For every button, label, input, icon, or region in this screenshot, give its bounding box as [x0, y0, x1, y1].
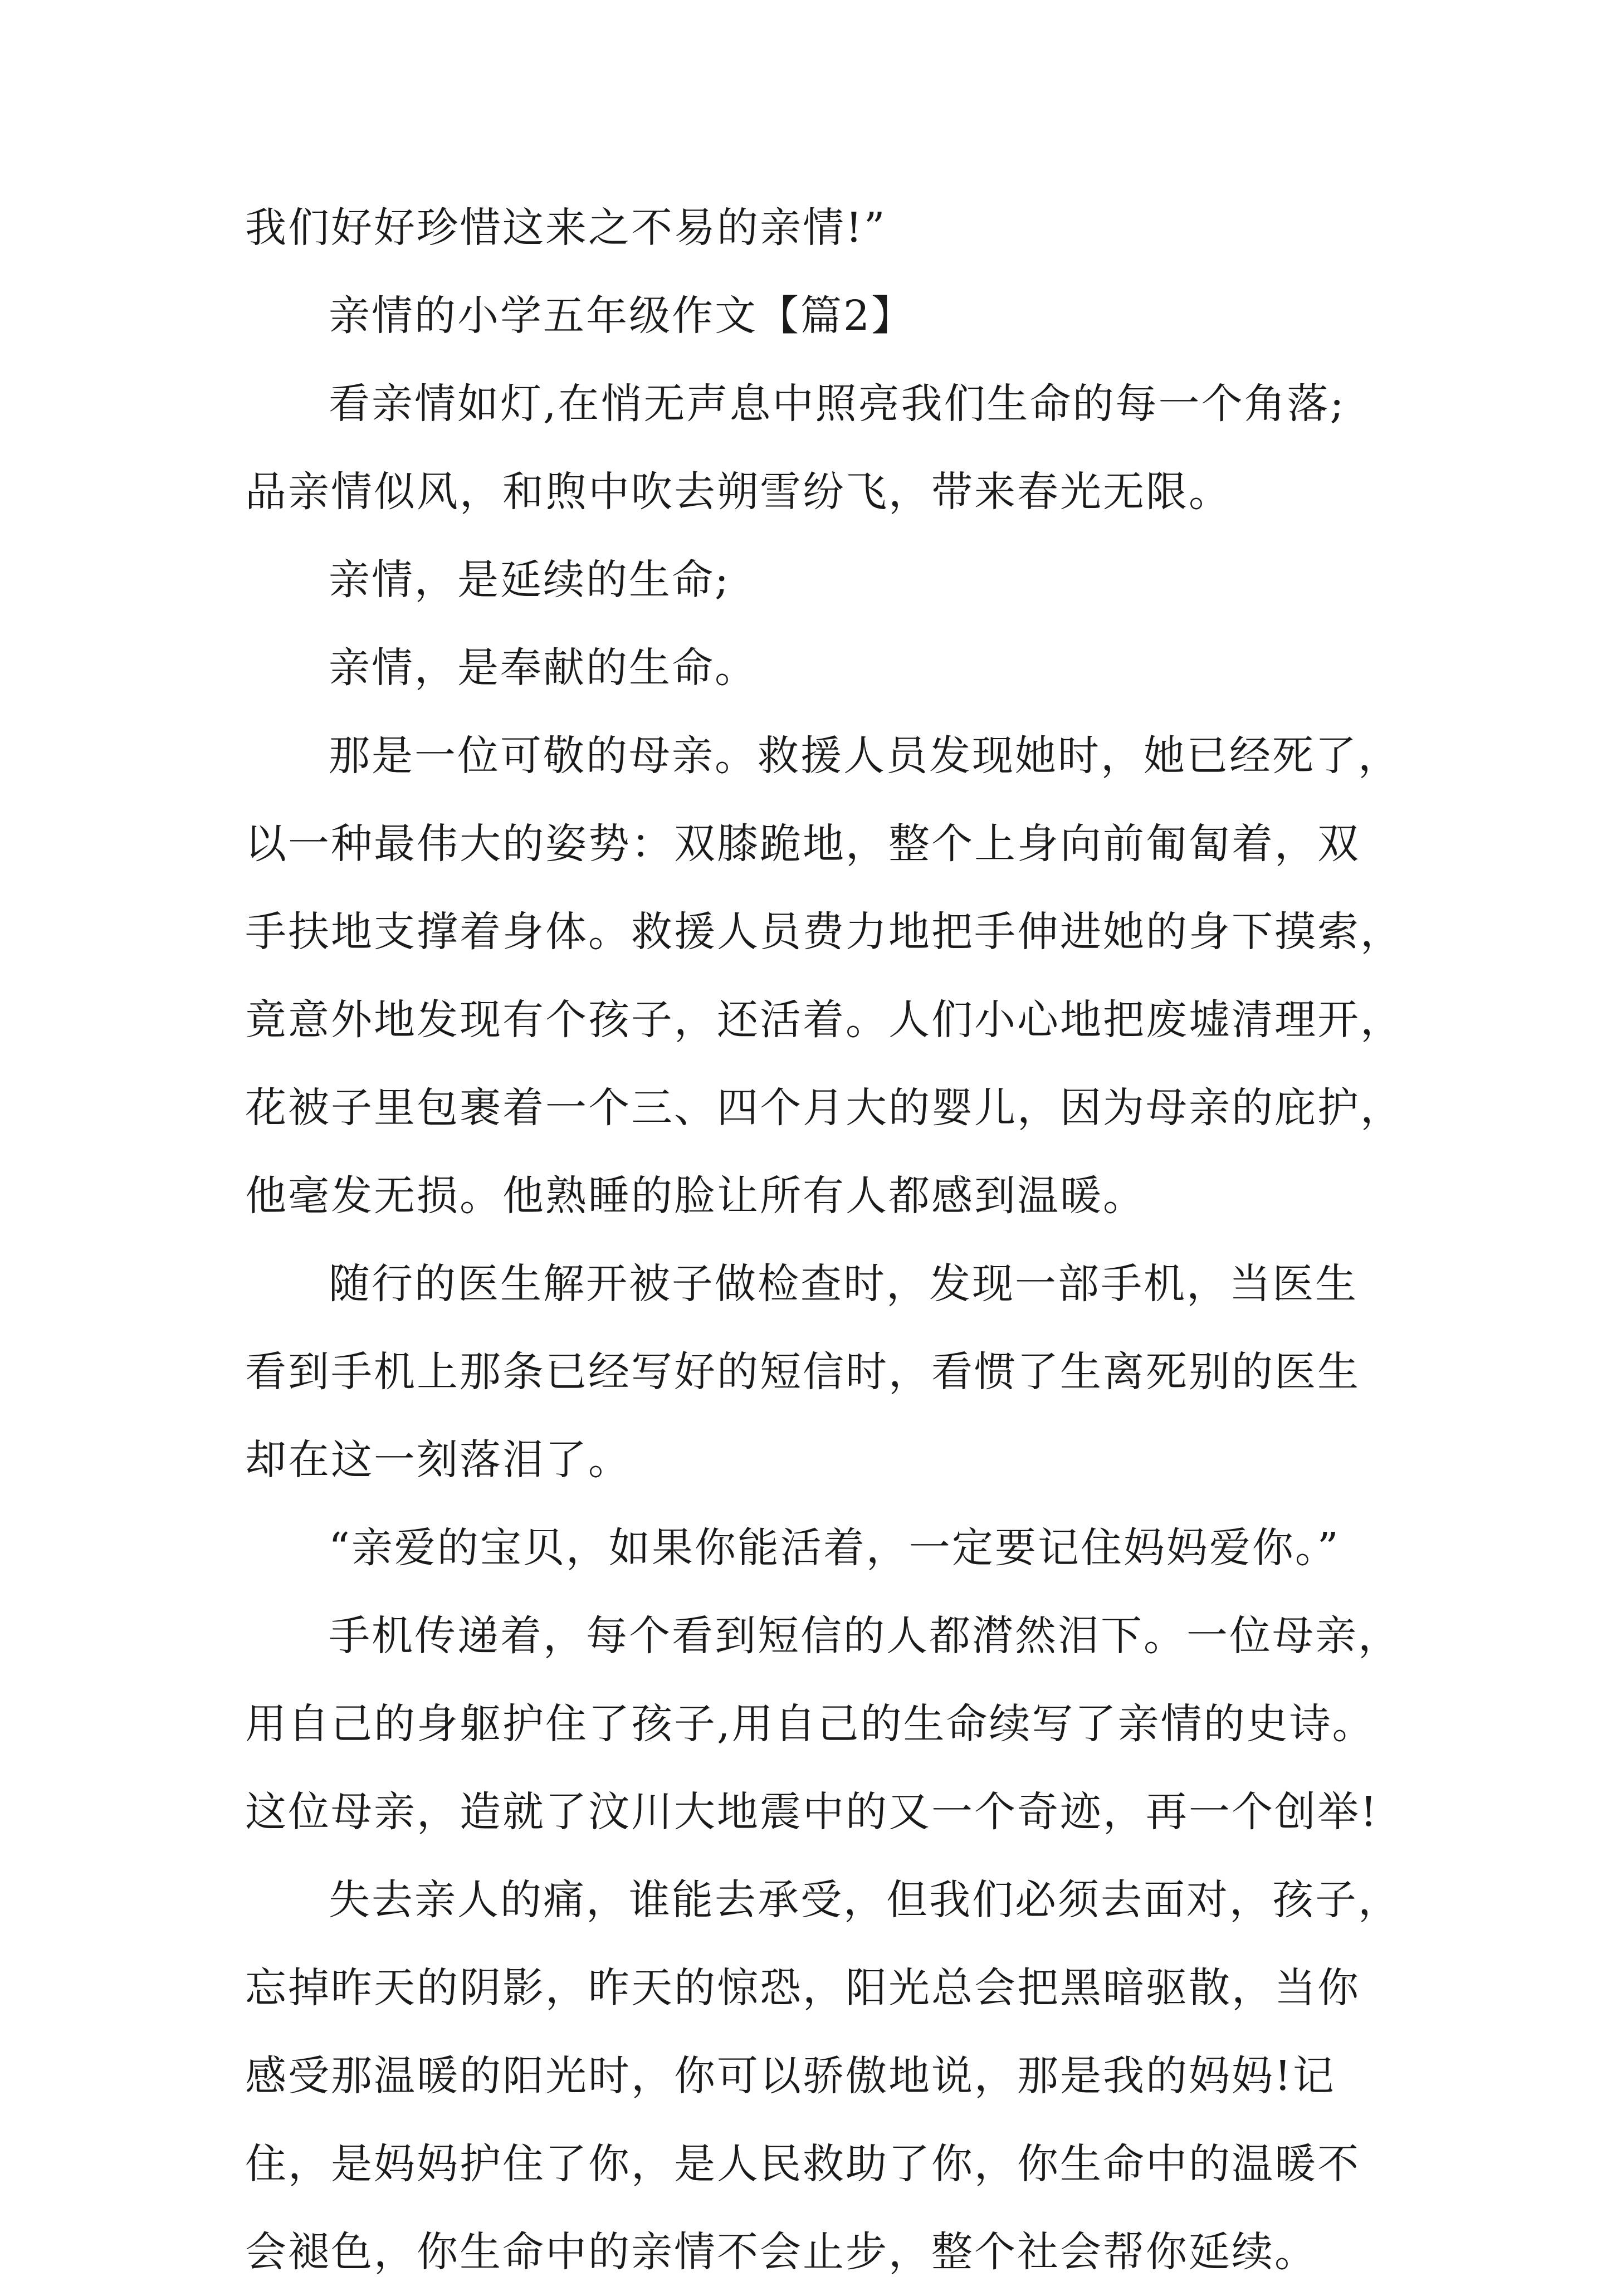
quote-line: “亲爱的宝贝，如果你能活着，一定要记住妈妈爱你。”	[329, 1524, 1340, 1572]
text-line: 感受那温暖的阳光时，你可以骄傲地说，那是我的妈妈!记	[245, 2052, 1336, 2100]
text-line: 失去亲人的痛，谁能去承受，但我们必须去面对，孩子，	[329, 1876, 1401, 1924]
text-line: 以一种最伟大的姿势：双膝跪地，整个上身向前匍匐着，双	[245, 820, 1360, 868]
text-line: 亲情，是延续的生命;	[329, 556, 730, 604]
text-line: 我们好好珍惜这来之不易的亲情!”	[245, 204, 887, 252]
text-line: 亲情，是奉献的生命。	[329, 644, 758, 692]
text-line: 品亲情似风，和煦中吹去朔雪纷飞，带来春光无限。	[245, 468, 1232, 516]
text-line: 用自己的身躯护住了孩子,用自己的生命续写了亲情的史诗。	[245, 1700, 1375, 1748]
text-line: 花被子里包裹着一个三、四个月大的婴儿，因为母亲的庇护，	[245, 1084, 1403, 1132]
text-line: 手机传递着，每个看到短信的人都潸然泪下。一位母亲，	[329, 1612, 1401, 1660]
document-body	[245, 184, 1403, 2296]
text-line: 这位母亲，造就了汶川大地震中的又一个奇迹，再一个创举!	[245, 1788, 1379, 1836]
text-line: 会褪色，你生命中的亲情不会止步，整个社会帮你延续。	[245, 2228, 1317, 2276]
text-line: 看到手机上那条已经写好的短信时，看惯了生离死别的医生	[245, 1348, 1360, 1396]
text-line: 看亲情如灯,在悄无声息中照亮我们生命的每一个角落;	[329, 380, 1346, 428]
text-line: 忘掉昨天的阴影，昨天的惊恐，阳光总会把黑暗驱散，当你	[245, 1964, 1360, 2012]
text-line: 手扶地支撑着身体。救援人员费力地把手伸进她的身下摸索，	[245, 908, 1403, 956]
text-line: 住，是妈妈护住了你，是人民救助了你，你生命中的温暖不	[245, 2140, 1360, 2188]
section-heading: 亲情的小学五年级作文【篇2】	[329, 292, 915, 340]
text-line: 随行的医生解开被子做检查时，发现一部手机，当医生	[329, 1260, 1358, 1308]
text-line: 那是一位可敬的母亲。救援人员发现她时，她已经死了，	[329, 732, 1401, 780]
text-line: 竟意外地发现有个孩子，还活着。人们小心地把废墟清理开，	[245, 996, 1403, 1044]
text-line: 他毫发无损。他熟睡的脸让所有人都感到温暖。	[245, 1172, 1146, 1220]
text-line: 却在这一刻落泪了。	[245, 1436, 631, 1484]
